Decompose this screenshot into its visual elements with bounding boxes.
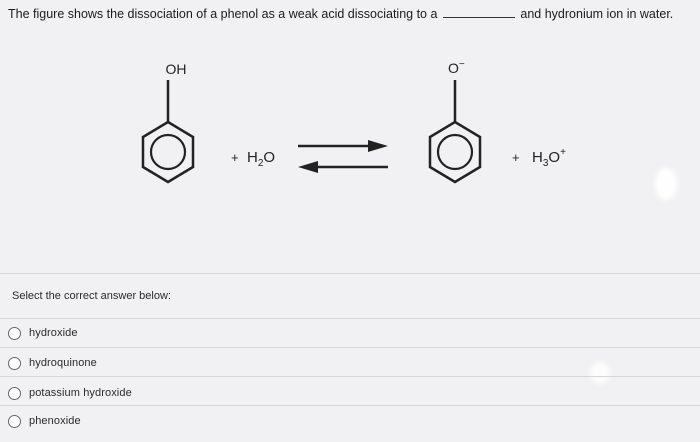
answer-prompt: Select the correct answer below:	[12, 290, 171, 302]
option-hydroquinone[interactable]	[8, 353, 97, 373]
option-hydroxide[interactable]	[8, 323, 78, 343]
divider	[0, 318, 700, 319]
screen-glare-small	[590, 362, 610, 384]
option-potassium-hydroxide[interactable]	[8, 383, 132, 403]
divider	[0, 347, 700, 348]
phenoxide-aromatic-circle	[438, 135, 472, 169]
question-text-start: The figure shows the dissociation of a phenol as a weak acid dissociating to a	[8, 7, 438, 21]
radio-button[interactable]	[8, 415, 21, 428]
divider	[0, 405, 700, 406]
radio-button[interactable]	[8, 387, 21, 400]
plus-sign-2: +	[512, 150, 520, 165]
phenol-aromatic-circle	[151, 135, 185, 169]
divider	[0, 376, 700, 377]
option-label: potassium hydroxide	[29, 387, 132, 399]
divider-top	[0, 273, 700, 274]
phenol-oh-label: OH	[165, 61, 187, 77]
phenoxide-o-label: O−	[448, 59, 465, 76]
option-phenoxide[interactable]	[8, 411, 81, 431]
plus-sign-1: +	[231, 150, 239, 165]
hydronium-formula: $H_3O^+$	[532, 147, 566, 169]
equilibrium-arrow	[298, 140, 388, 173]
radio-button[interactable]	[8, 357, 21, 370]
option-label: hydroxide	[29, 327, 78, 339]
water-formula: $H_2O$	[247, 149, 276, 169]
option-label: hydroquinone	[29, 357, 97, 369]
question-text-end: and hydronium ion in water.	[520, 7, 674, 21]
screen-glare	[655, 168, 677, 200]
option-label: phenoxide	[29, 415, 81, 427]
radio-button[interactable]	[8, 327, 21, 340]
